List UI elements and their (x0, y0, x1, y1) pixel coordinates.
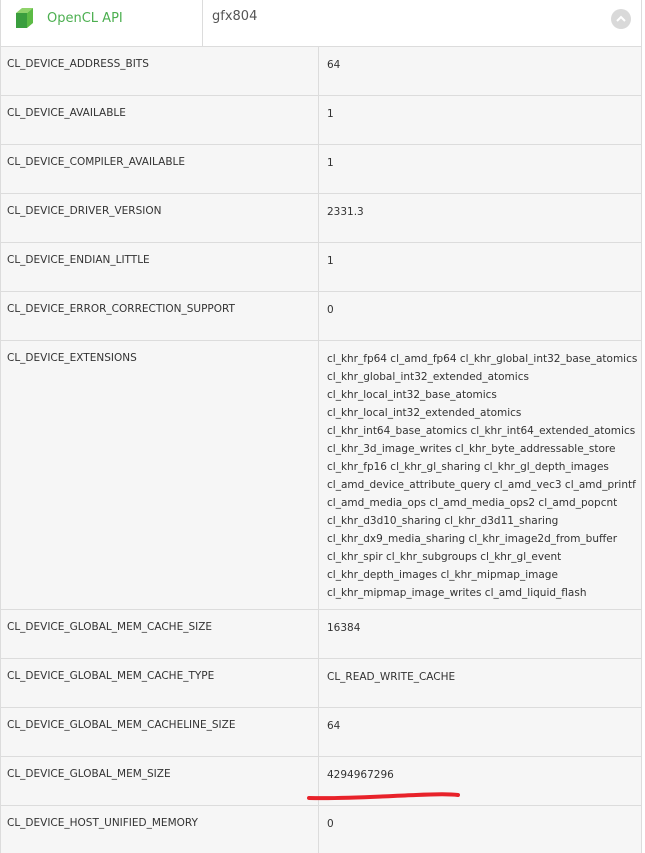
table-row (0, 341, 642, 610)
table-row (0, 659, 642, 708)
property-name: CL_DEVICE_GLOBAL_MEM_CACHE_TYPE (1, 659, 319, 707)
extension-line: cl_khr_fp16 cl_khr_gl_sharing cl_khr_gl_depth_images (327, 461, 609, 473)
property-name: CL_DEVICE_ADDRESS_BITS (1, 47, 319, 95)
device-name: gfx804 (212, 9, 258, 24)
table-row (0, 47, 642, 96)
table-row (0, 96, 642, 145)
extensions-list (327, 350, 641, 602)
extension-line: cl_amd_media_ops cl_amd_media_ops2 cl_amd_popcnt (327, 497, 618, 509)
property-value: 2331.3 (327, 206, 364, 218)
property-name: CL_DEVICE_AVAILABLE (1, 96, 319, 144)
extension-line: cl_khr_int64_base_atomics cl_khr_int64_extended_atomics (327, 425, 636, 437)
table-row (0, 292, 642, 341)
extension-line: cl_khr_d3d10_sharing cl_khr_d3d11_sharing (327, 515, 559, 527)
property-name: CL_DEVICE_GLOBAL_MEM_CACHE_SIZE (1, 610, 319, 658)
extension-line: cl_khr_local_int32_extended_atomics (327, 407, 522, 419)
table-row (0, 243, 642, 292)
api-tab[interactable] (1, 0, 203, 46)
property-name: CL_DEVICE_HOST_UNIFIED_MEMORY (1, 806, 319, 853)
extension-line: cl_khr_dx9_media_sharing cl_khr_image2d_from_buffer (327, 533, 618, 545)
table-row (0, 610, 642, 659)
cube-icon (14, 7, 36, 29)
property-value: CL_READ_WRITE_CACHE (327, 671, 456, 683)
extension-line: cl_khr_spir cl_khr_subgroups cl_khr_gl_event (327, 551, 562, 563)
property-value: 1 (327, 108, 334, 120)
chevron-up-icon[interactable] (611, 9, 631, 29)
property-value: 64 (327, 720, 341, 732)
table-row (0, 708, 642, 757)
property-name: CL_DEVICE_ENDIAN_LITTLE (1, 243, 319, 291)
red-underline-annotation (306, 788, 462, 804)
property-value: 1 (327, 157, 334, 169)
extension-line: cl_khr_fp64 cl_amd_fp64 cl_khr_global_int32_base_atomics (327, 353, 638, 365)
extension-line: cl_amd_device_attribute_query cl_amd_vec3 cl_amd_printf (327, 479, 636, 491)
properties-table (0, 47, 642, 853)
table-row (0, 194, 642, 243)
extension-line: cl_khr_mipmap_image_writes cl_amd_liquid_flash (327, 587, 587, 599)
property-name: CL_DEVICE_DRIVER_VERSION (1, 194, 319, 242)
property-name: CL_DEVICE_EXTENSIONS (1, 341, 319, 609)
api-label: OpenCL API (47, 11, 123, 26)
extension-line: cl_khr_depth_images cl_khr_mipmap_image (327, 569, 558, 581)
property-value: 16384 (327, 622, 361, 634)
property-value: 0 (327, 818, 334, 830)
property-name: CL_DEVICE_ERROR_CORRECTION_SUPPORT (1, 292, 319, 340)
property-value: 4294967296 (327, 769, 394, 781)
extension-line: cl_khr_3d_image_writes cl_khr_byte_addressable_store (327, 443, 616, 455)
property-value: 64 (327, 59, 341, 71)
api-header (0, 0, 642, 47)
table-row (0, 145, 642, 194)
extension-line: cl_khr_global_int32_extended_atomics (327, 371, 529, 383)
property-name: CL_DEVICE_COMPILER_AVAILABLE (1, 145, 319, 193)
property-value: 0 (327, 304, 334, 316)
extension-line: cl_khr_local_int32_base_atomics (327, 389, 497, 401)
extensions-value (319, 341, 641, 609)
property-name: CL_DEVICE_GLOBAL_MEM_CACHELINE_SIZE (1, 708, 319, 756)
table-row (0, 806, 642, 853)
property-value: 1 (327, 255, 334, 267)
property-name: CL_DEVICE_GLOBAL_MEM_SIZE (1, 757, 319, 805)
